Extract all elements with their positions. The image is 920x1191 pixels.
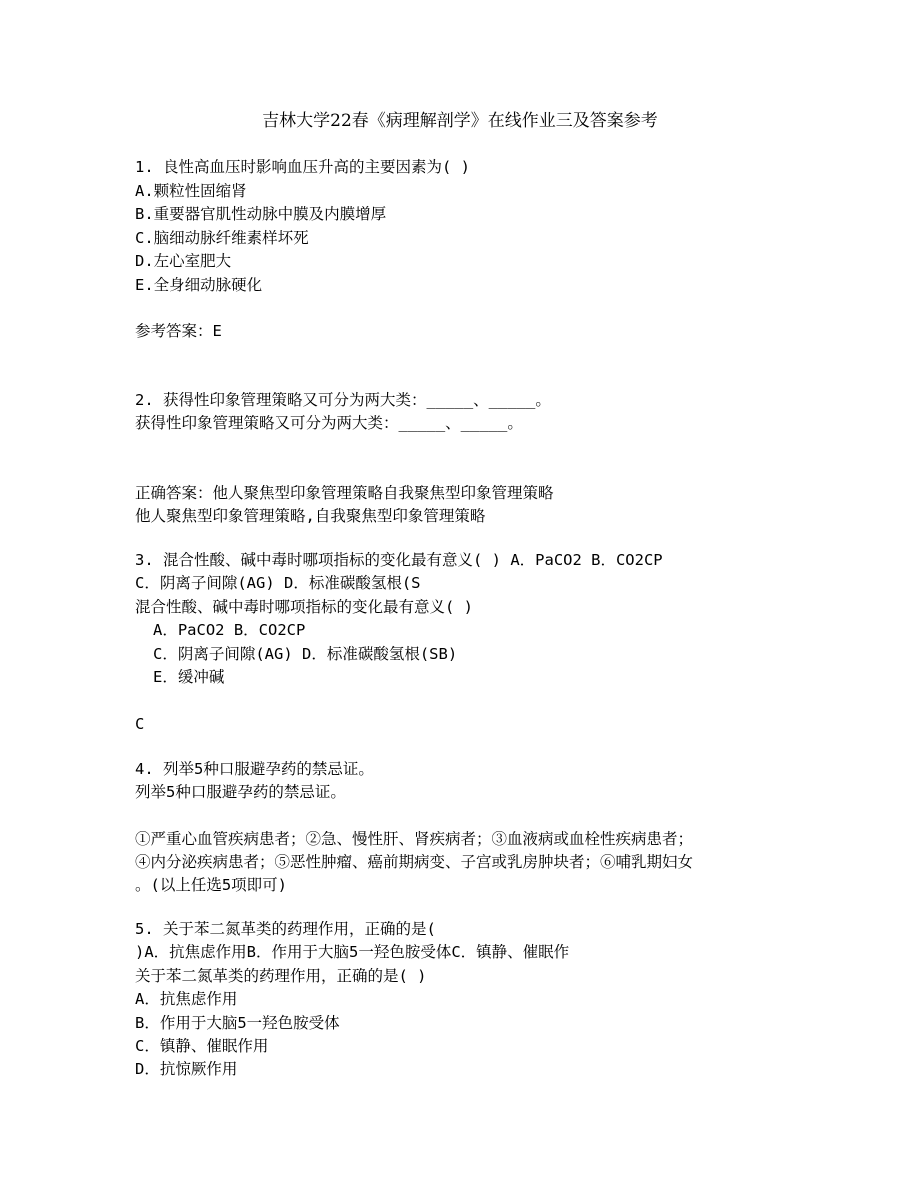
q5-question-line2: )A．抗焦虑作用B．作用于大脑5一羟色胺受体C．镇静、催眠作 xyxy=(135,943,570,961)
q4-restated: 列举5种口服避孕药的禁忌证。 xyxy=(135,783,346,801)
q5-option-d: D．抗惊厥作用 xyxy=(135,1060,238,1078)
q3-option-ab: A．PaCO2 B．CO2CP xyxy=(153,621,306,639)
q3-option-cd: C．阴离子间隙(AG) D．标准碳酸氢根(SB) xyxy=(153,645,458,663)
q5-restated: 关于苯二氮革类的药理作用，正确的是( ) xyxy=(135,967,427,985)
q1-option-e: E.全身细动脉硬化 xyxy=(135,276,263,294)
q4-answer-line3: 。(以上任选5项即可) xyxy=(135,876,287,894)
q3-question-line1: 3. 混合性酸、碱中毒时哪项指标的变化最有意义( ) A．PaCO2 B．CO2CP xyxy=(135,551,663,569)
q3-answer: C xyxy=(135,715,145,733)
q1-question: 1. 良性高血压时影响血压升高的主要因素为( ) xyxy=(135,158,470,176)
q4-answer-line1: ①严重心血管疾病患者；②急、慢性肝、肾疾病者；③血液病或血栓性疾病患者； xyxy=(135,830,694,848)
q1-answer: 参考答案：E xyxy=(135,322,222,340)
q5-option-b: B．作用于大脑5一羟色胺受体 xyxy=(135,1014,340,1032)
q1-option-b: B.重要器官肌性动脉中膜及内膜增厚 xyxy=(135,205,387,223)
q2-answer-detail: 他人聚焦型印象管理策略,自我聚焦型印象管理策略 xyxy=(135,507,486,525)
q2-answer: 正确答案：他人聚焦型印象管理策略自我聚焦型印象管理策略 xyxy=(135,484,554,502)
q5-question-line1: 5. 关于苯二氮革类的药理作用，正确的是( xyxy=(135,920,436,938)
q2-restated: 获得性印象管理策略又可分为两大类：_____、_____。 xyxy=(135,414,523,432)
q4-question: 4. 列举5种口服避孕药的禁忌证。 xyxy=(135,760,374,778)
q5-option-c: C．镇静、催眠作用 xyxy=(135,1037,269,1055)
q5-option-a: A．抗焦虑作用 xyxy=(135,990,238,1008)
q3-option-e: E．缓冲碱 xyxy=(153,668,225,686)
q4-answer-line2: ④内分泌疾病患者；⑤恶性肿瘤、癌前期病变、子宫或乳房肿块者；⑥哺乳期妇女 xyxy=(135,853,694,871)
q3-question-line2: C．阴离子间隙(AG) D．标准碳酸氢根(S xyxy=(135,574,421,592)
document-title: 吉林大学22春《病理解剖学》在线作业三及答案参考 xyxy=(262,111,658,131)
q1-option-a: A.颗粒性固缩肾 xyxy=(135,182,247,200)
q2-question: 2. 获得性印象管理策略又可分为两大类：_____、_____。 xyxy=(135,391,551,409)
q1-option-d: D.左心室肥大 xyxy=(135,252,232,270)
q3-restated: 混合性酸、碱中毒时哪项指标的变化最有意义( ) xyxy=(135,598,473,616)
q1-option-c: C.脑细动脉纤维素样坏死 xyxy=(135,229,309,247)
